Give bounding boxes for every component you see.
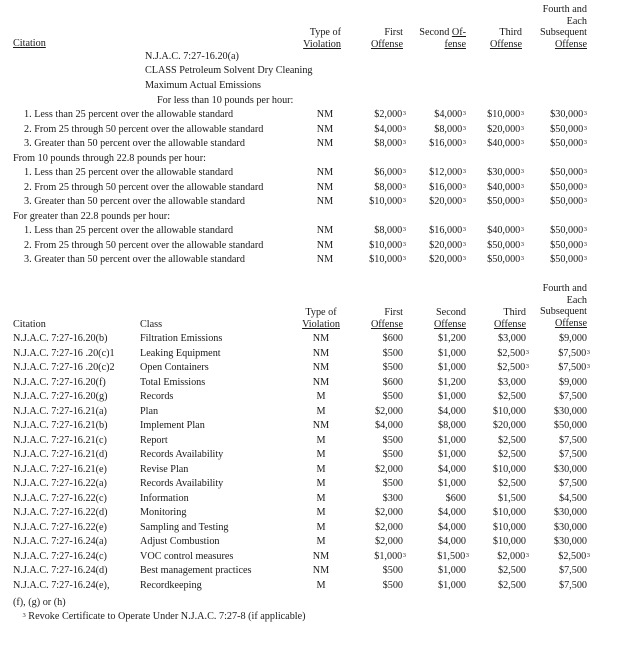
third-offense: $40,000$^3$ <box>487 181 524 193</box>
citation: N.J.A.C. 7:27-16.20(g) <box>13 391 108 402</box>
citation: N.J.A.C. 7:27-16.21(e) <box>13 463 107 475</box>
group-heading: From 10 pounds through 22.8 pounds per hour: <box>13 152 206 164</box>
citation: N.J.A.C. 7:27-16.22(c) <box>13 492 107 504</box>
first-offense: $500 <box>382 391 403 402</box>
first-offense: $500 <box>382 362 403 373</box>
type-of-violation: NM <box>312 420 330 431</box>
fourth-offense: $7,500$^3$ <box>558 362 590 373</box>
second-offense: $1,000 <box>437 391 466 402</box>
class: Implement Plan <box>140 420 205 431</box>
first-offense: $2,000 <box>374 507 403 518</box>
third-offense: $10,000 <box>492 507 526 518</box>
type-of-violation: NM <box>316 167 334 178</box>
class: Open Containers <box>140 362 209 373</box>
second-offense: $1,000 <box>437 362 466 373</box>
fourth-offense: $50,000$^3$ <box>550 181 587 193</box>
first-offense: $4,000$^3$ <box>374 123 406 135</box>
second-offense: $1,000 <box>437 579 466 591</box>
fourth-offense: $9,000 <box>558 376 587 388</box>
group-heading: For greater than 22.8 pounds per hour: <box>13 210 171 222</box>
citation: N.J.A.C. 7:27-16.21(c) <box>13 434 107 446</box>
first-offense: $300 <box>382 492 403 504</box>
fourth-offense: $7,500 <box>558 434 587 446</box>
third-offense: $20,000 <box>492 420 526 431</box>
fourth-offense: $50,000$^3$ <box>550 225 587 236</box>
fourth-offense: $30,000 <box>553 405 587 417</box>
t2-header-citation: Citation <box>13 319 46 330</box>
type-of-violation: M <box>316 405 326 417</box>
first-offense: $500 <box>382 579 403 591</box>
citation: N.J.A.C. 7:27-16.21(b) <box>13 420 108 431</box>
third-offense: $20,000$^3$ <box>487 123 524 135</box>
first-offense: $8,000$^3$ <box>374 138 406 149</box>
type-of-violation: M <box>316 521 326 533</box>
fourth-offense: $4,500 <box>558 492 587 504</box>
first-offense: $500 <box>382 565 403 576</box>
second-offense: $16,000$^3$ <box>429 181 466 193</box>
class: Best management practices <box>140 565 252 576</box>
t2-header-type-of-violation: Type of Violation <box>302 307 340 330</box>
class: Information <box>140 492 189 504</box>
third-offense: $2,500 <box>497 565 526 576</box>
type-of-violation: NM <box>316 181 334 193</box>
t2-header-second-offense: Second Offense <box>433 307 466 330</box>
second-offense: $4,000 <box>437 521 466 533</box>
citation: N.J.A.C. 7:27-16.20(f) <box>13 376 106 388</box>
fourth-offense: $7,500 <box>558 478 587 489</box>
class: Report <box>140 434 168 446</box>
first-offense: $500 <box>382 449 403 460</box>
third-offense: $2,500 <box>497 434 526 446</box>
t2-citation-continuation: (f), (g) or (h) <box>13 597 66 608</box>
second-offense: $1,000 <box>437 565 466 576</box>
citation: N.J.A.C. 7:27-16.24(e), <box>13 579 110 591</box>
second-offense: $4,000 <box>437 536 466 547</box>
second-offense: $20,000$^3$ <box>429 239 466 251</box>
second-offense: $600 <box>445 492 466 504</box>
third-offense: $2,500 <box>497 391 526 402</box>
t1-intro-citation: N.J.A.C. 7:27-16.20(a) <box>145 51 239 62</box>
second-offense: $1,200 <box>437 333 466 344</box>
third-offense: $3,000 <box>497 333 526 344</box>
footnote <box>22 611 306 623</box>
type-of-violation: NM <box>312 347 330 359</box>
citation: N.J.A.C. 7:27-16 .20(c)1 <box>13 347 115 359</box>
fourth-offense: $50,000$^3$ <box>550 239 587 251</box>
type-of-violation: M <box>316 536 326 547</box>
class: Monitoring <box>140 507 187 518</box>
fourth-offense: $50,000$^3$ <box>550 123 587 135</box>
second-offense: $1,500$^3$ <box>437 550 469 562</box>
third-offense: $40,000$^3$ <box>487 138 524 149</box>
citation: N.J.A.C. 7:27-16.24(c) <box>13 550 107 562</box>
t2-header-class: Class <box>140 319 163 330</box>
third-offense: $10,000 <box>492 521 526 533</box>
first-offense: $2,000$^3$ <box>374 109 406 120</box>
citation: N.J.A.C. 7:27-16.22(e) <box>13 521 107 533</box>
class: Adjust Combustion <box>140 536 220 547</box>
fourth-offense: $50,000 <box>553 420 587 431</box>
class: Leaking Equipment <box>140 347 221 359</box>
second-offense: $4,000 <box>437 405 466 417</box>
class: Sampling and Testing <box>140 521 229 533</box>
first-offense: $600 <box>382 376 403 388</box>
row-label: 3. Greater than 50 percent over the allowable standard <box>24 138 245 149</box>
row-label: 2. From 25 through 50 percent over the allowable standard <box>24 239 264 251</box>
first-offense: $600 <box>382 333 403 344</box>
citation: N.J.A.C. 7:27-16.24(a) <box>13 536 107 547</box>
first-offense: $2,000 <box>374 521 403 533</box>
type-of-violation: NM <box>316 254 334 265</box>
first-offense: $2,000 <box>374 536 403 547</box>
third-offense: $1,500 <box>497 492 526 504</box>
row-label: 1. Less than 25 percent over the allowable standard <box>24 109 234 120</box>
t1-intro-range: For less than 10 pounds per hour: <box>157 95 294 106</box>
second-offense: $12,000$^3$ <box>429 167 466 178</box>
fourth-offense: $30,000 <box>553 507 587 518</box>
t1-intro-emissions: Maximum Actual Emissions <box>145 80 262 91</box>
fourth-offense: $7,500$^3$ <box>558 347 590 359</box>
t1-header-third-offense: Third Offense <box>489 27 522 50</box>
third-offense: $50,000$^3$ <box>487 239 524 251</box>
row-label: 3. Greater than 50 percent over the allowable standard <box>24 254 245 265</box>
first-offense: $500 <box>382 347 403 359</box>
third-offense: $3,000 <box>497 376 526 388</box>
third-offense: $2,500$^3$ <box>497 362 529 373</box>
t2-header-first-offense: First Offense <box>370 307 403 330</box>
row-label: 2. From 25 through 50 percent over the allowable standard <box>24 181 264 193</box>
fourth-offense: $30,000 <box>553 521 587 533</box>
class: Records <box>140 391 174 402</box>
type-of-violation: NM <box>312 376 330 388</box>
first-offense: $8,000$^3$ <box>374 181 406 193</box>
type-of-violation: NM <box>312 565 330 576</box>
type-of-violation: M <box>316 449 326 460</box>
second-offense: $4,000 <box>437 463 466 475</box>
third-offense: $2,500 <box>497 579 526 591</box>
row-label: 2. From 25 through 50 percent over the allowable standard <box>24 123 264 135</box>
second-offense: $1,000 <box>437 347 466 359</box>
type-of-violation: NM <box>316 123 334 135</box>
type-of-violation: M <box>316 434 326 446</box>
t1-header-fourth-offense: Fourth and Each Subsequent Offense <box>540 4 587 50</box>
first-offense: $2,000 <box>374 405 403 417</box>
third-offense: $2,500 <box>497 449 526 460</box>
first-offense: $500 <box>382 434 403 446</box>
citation: N.J.A.C. 7:27-16.22(d) <box>13 507 108 518</box>
second-offense: $4,000$^3$ <box>434 109 466 120</box>
first-offense: $2,000 <box>374 463 403 475</box>
first-offense: $10,000$^3$ <box>369 239 406 251</box>
second-offense: $20,000$^3$ <box>429 196 466 207</box>
third-offense: $10,000 <box>492 463 526 475</box>
third-offense: $10,000 <box>492 405 526 417</box>
third-offense: $2,500$^3$ <box>497 347 529 359</box>
fourth-offense: $2,500$^3$ <box>558 550 590 562</box>
third-offense: $40,000$^3$ <box>487 225 524 236</box>
t1-header-citation: Citation <box>13 38 46 49</box>
class: Plan <box>140 405 159 417</box>
fourth-offense: $9,000 <box>558 333 587 344</box>
fourth-offense: $30,000$^3$ <box>550 109 587 120</box>
fourth-offense: $7,500 <box>558 565 587 576</box>
t1-header-first-offense: First Offense <box>370 27 403 50</box>
second-offense: $16,000$^3$ <box>429 225 466 236</box>
second-offense: $1,000 <box>437 434 466 446</box>
citation: N.J.A.C. 7:27-16.21(a) <box>13 405 107 417</box>
third-offense: $10,000 <box>492 536 526 547</box>
second-offense: $8,000 <box>437 420 466 431</box>
row-label: 1. Less than 25 percent over the allowable standard <box>24 225 234 236</box>
third-offense: $10,000$^3$ <box>487 109 524 120</box>
type-of-violation: NM <box>316 196 334 207</box>
citation: N.J.A.C. 7:27-16.20(b) <box>13 333 108 344</box>
type-of-violation: NM <box>316 109 334 120</box>
second-offense: $16,000$^3$ <box>429 138 466 149</box>
fourth-offense: $7,500 <box>558 579 587 591</box>
first-offense: $500 <box>382 478 403 489</box>
row-label: 3. Greater than 50 percent over the allowable standard <box>24 196 245 207</box>
class: Filtration Emissions <box>140 333 223 344</box>
type-of-violation: M <box>316 478 326 489</box>
t1-header-type-of-violation: Type of Violation <box>303 27 341 50</box>
second-offense: $20,000$^3$ <box>429 254 466 265</box>
third-offense: $50,000$^3$ <box>487 254 524 265</box>
third-offense: $2,500 <box>497 478 526 489</box>
type-of-violation: NM <box>316 225 334 236</box>
t2-header-third-offense: Third Offense <box>493 307 526 330</box>
citation: N.J.A.C. 7:27-16.21(d) <box>13 449 108 460</box>
second-offense: $8,000$^3$ <box>434 123 466 135</box>
type-of-violation: M <box>316 492 326 504</box>
fourth-offense: $30,000 <box>553 463 587 475</box>
fourth-offense: $50,000$^3$ <box>550 167 587 178</box>
type-of-violation: NM <box>316 239 334 251</box>
fourth-offense: $50,000$^3$ <box>550 196 587 207</box>
type-of-violation: M <box>316 463 326 475</box>
type-of-violation: NM <box>312 333 330 344</box>
third-offense: $2,000$^3$ <box>497 550 529 562</box>
fourth-offense: $7,500 <box>558 391 587 402</box>
footnote-text: Revoke Certificate to Operate Under N.J.A.C. 7:27-8 (if applicable) <box>28 611 306 622</box>
class: Recordkeeping <box>140 579 202 591</box>
second-offense: $1,000 <box>437 449 466 460</box>
second-offense: $4,000 <box>437 507 466 518</box>
first-offense: $4,000 <box>374 420 403 431</box>
type-of-violation: M <box>316 507 326 518</box>
class: Records Availability <box>140 478 224 489</box>
first-offense: $1,000$^3$ <box>374 550 406 562</box>
first-offense: $8,000$^3$ <box>374 225 406 236</box>
citation: N.J.A.C. 7:27-16 .20(c)2 <box>13 362 115 373</box>
t1-intro-class: CLASS Petroleum Solvent Dry Cleaning <box>145 65 313 76</box>
class: VOC control measures <box>140 550 234 562</box>
fourth-offense: $30,000 <box>553 536 587 547</box>
type-of-violation: M <box>316 391 326 402</box>
fourth-offense: $7,500 <box>558 449 587 460</box>
first-offense: $10,000$^3$ <box>369 196 406 207</box>
citation: N.J.A.C. 7:27-16.24(d) <box>13 565 108 576</box>
type-of-violation: NM <box>312 362 330 373</box>
type-of-violation: NM <box>312 550 330 562</box>
t2-header-fourth-offense: Fourth and Each Subsequent Offense <box>540 283 587 329</box>
class: Total Emissions <box>140 376 206 388</box>
third-offense: $50,000$^3$ <box>487 196 524 207</box>
fourth-offense: $50,000$^3$ <box>550 138 587 149</box>
fourth-offense: $50,000$^3$ <box>550 254 587 265</box>
type-of-violation: M <box>316 579 326 591</box>
first-offense: $10,000$^3$ <box>369 254 406 265</box>
third-offense: $30,000$^3$ <box>487 167 524 178</box>
row-label: 1. Less than 25 percent over the allowable standard <box>24 167 234 178</box>
type-of-violation: NM <box>316 138 334 149</box>
second-offense: $1,200 <box>437 376 466 388</box>
class: Revise Plan <box>140 463 189 475</box>
footnote-marker: 3 <box>22 612 26 619</box>
second-offense: $1,000 <box>437 478 466 489</box>
first-offense: $6,000$^3$ <box>374 167 406 178</box>
class: Records Availability <box>140 449 224 460</box>
t1-header-second-offense: Second Of- fense <box>419 27 466 50</box>
citation: N.J.A.C. 7:27-16.22(a) <box>13 478 107 489</box>
